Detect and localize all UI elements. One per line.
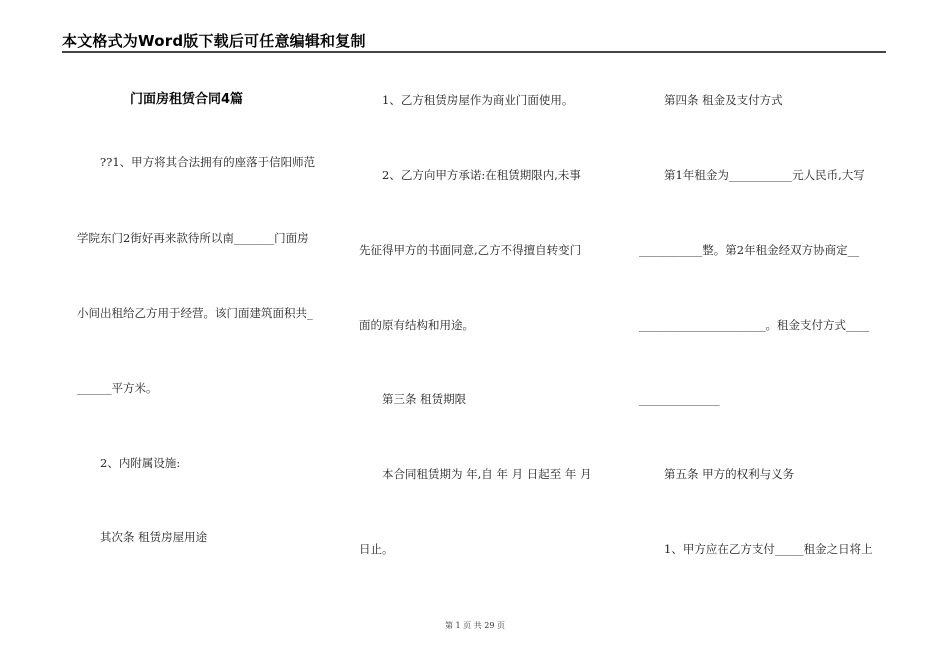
header-divider bbox=[62, 51, 886, 53]
paragraph-line: 小间出租给乙方用于经营。该门面建筑面积共_ bbox=[77, 306, 313, 320]
paragraph-line: 2、内附属设施: bbox=[100, 456, 181, 470]
paragraph-line: ______平方米。 bbox=[77, 381, 158, 395]
paragraph-line: ______________ bbox=[639, 392, 720, 406]
section-heading: 第三条 租赁期限 bbox=[382, 392, 467, 406]
paragraph-line: 2、乙方向甲方承诺:在租赁期限内,未事 bbox=[382, 168, 581, 182]
paragraph-line: ??1、甲方将其合法拥有的座落于信阳师范 bbox=[100, 155, 316, 169]
paragraph-line: 1、甲方应在乙方支付_____租金之日将上 bbox=[664, 542, 873, 556]
paragraph-line: 学院东门2街好再来款待所以南_______门面房 bbox=[77, 231, 309, 245]
paragraph-line: 本合同租赁期为 年,自 年 月 日起至 年 月 bbox=[382, 467, 592, 481]
paragraph-line: 第1年租金为___________元人民币,大写 bbox=[664, 168, 865, 182]
document-header-title: 本文格式为Word版下载后可任意编辑和复制 bbox=[62, 32, 366, 50]
section-heading: 其次条 租赁房屋用途 bbox=[100, 530, 208, 544]
section-heading: 第五条 甲方的权利与义务 bbox=[664, 467, 795, 481]
paragraph-line: ___________整。第2年租金经双方协商定__ bbox=[639, 243, 860, 257]
paragraph-line: ______________________。租金支付方式____ bbox=[639, 318, 869, 332]
paragraph-line: 1、乙方租赁房屋作为商业门面使用。 bbox=[382, 93, 574, 107]
paragraph-line: 面的原有结构和用途。 bbox=[359, 318, 474, 332]
document-title: 门面房租赁合同4篇 bbox=[130, 92, 244, 107]
page-number: 第 1 页 共 29 页 bbox=[445, 621, 505, 630]
paragraph-line: 日止。 bbox=[359, 542, 394, 556]
section-heading: 第四条 租金及支付方式 bbox=[664, 93, 783, 107]
paragraph-line: 先征得甲方的书面同意,乙方不得擅自转变门 bbox=[359, 243, 582, 257]
